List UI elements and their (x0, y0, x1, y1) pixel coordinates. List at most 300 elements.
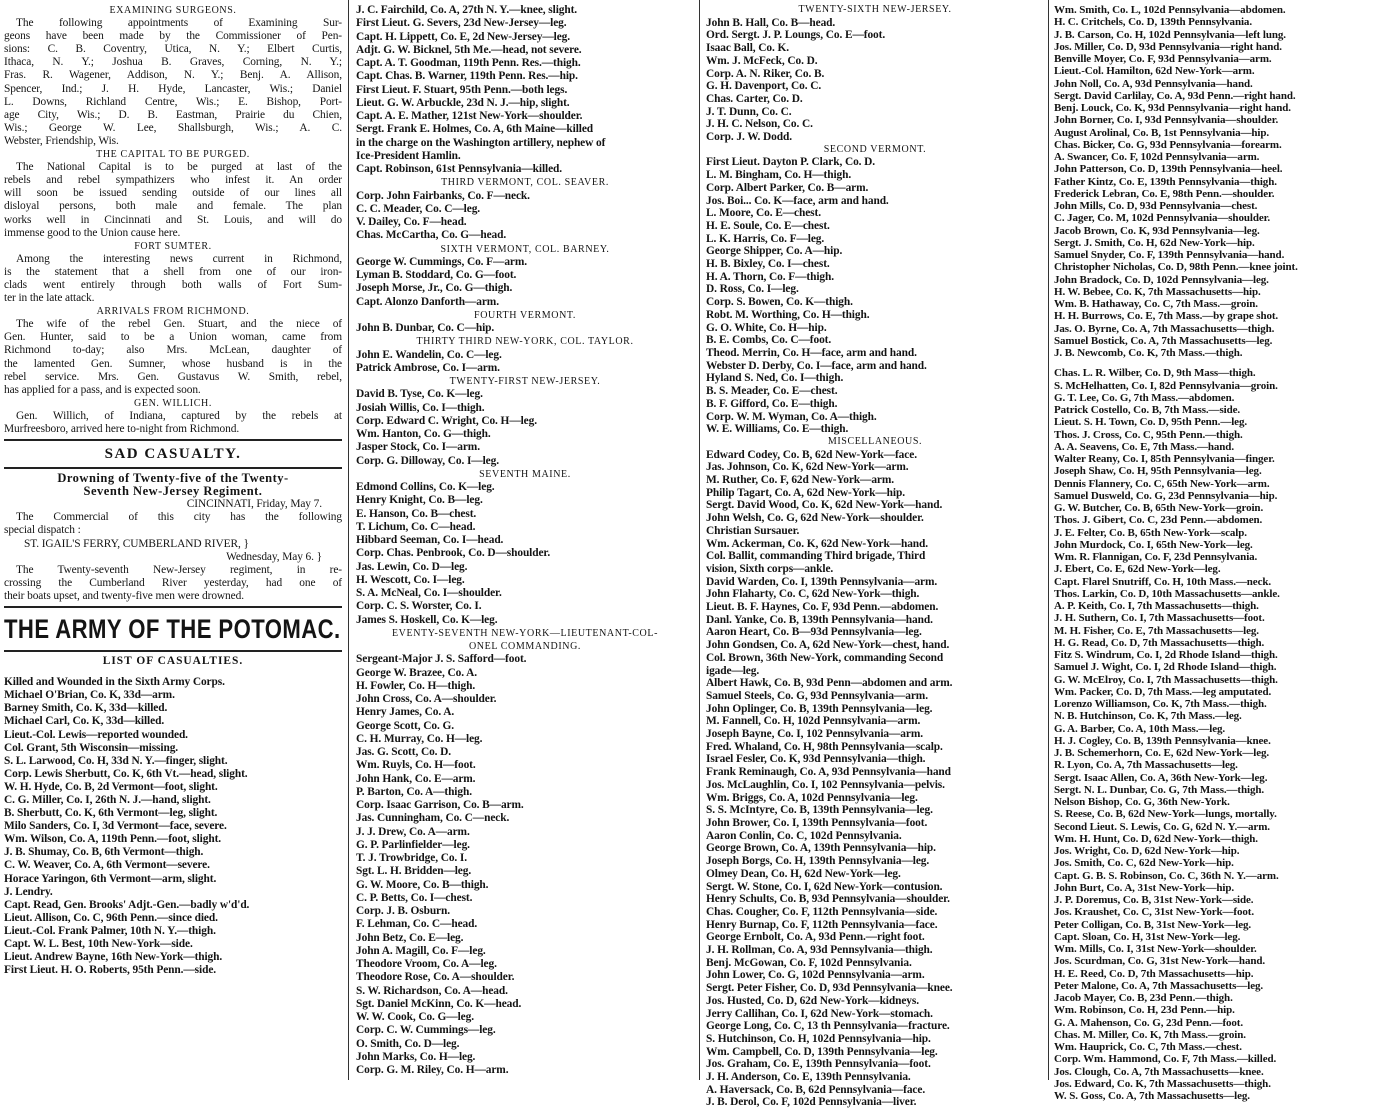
text-line: Ithaca, N. Y.; Joshua B. Graves, Corning, N. Y.; (4, 56, 342, 69)
text-line: L. M. Bingham, Co. H—thigh. (706, 169, 852, 182)
text-line: Jerry Callihan, Co. I, 62d New-York—stomach. (706, 1007, 933, 1020)
text-line: Nelson Bishop, Co. G, 36th New-York. (1054, 796, 1230, 808)
text-line: S. L. Larwood, Co. H, 33d N. Y.—finger, slight. (4, 754, 228, 767)
text-line: B. Sherbutt, Co. K, 6th Vermont—leg, slight. (4, 807, 218, 820)
text-line: Christian Sursauer. (706, 524, 800, 537)
text-line: Sergt. W. Stone, Co. I, 62d New-York—contusion. (706, 880, 943, 893)
text-line: Wm. R. Flannigan, Co. F, 23d Pennsylvania. (1054, 551, 1258, 563)
text-line: Sergt. J. Smith, Co. H, 62d New-York—hip. (1054, 236, 1255, 249)
text-line: James S. Hoskell, Co. K—leg. (356, 613, 498, 626)
text-line: W. S. Goss, Co. A, 7th Massachusetts—leg. (1054, 1090, 1250, 1102)
text-line: Col. Grant, 5th Wisconsin—missing. (4, 741, 179, 754)
text-line: John Hank, Co. E—arm. (356, 772, 476, 785)
text-line: L. Moore, Co. E—chest. (706, 207, 821, 220)
text-line: David Warden, Co. I, 139th Pennsylvania—arm. (706, 575, 938, 588)
text-line: G. W. Moore, Co. B—thigh. (356, 878, 489, 891)
text-line: Among the interesting news current in Richmond, (16, 252, 342, 265)
text-line: S. A. McNeal, Co. I—shoulder. (356, 587, 502, 599)
text-line: H. B. Bixley, Co. I—chest. (706, 258, 830, 271)
text-line: J. B. Carson, Co. H, 102d Pennsylvania—left lung. (1054, 28, 1286, 41)
text-line: Henry Schults, Co. B, 93d Pennsylvania—shoulder. (706, 893, 950, 906)
text-line: G. W. McElroy, Co. I, 7th Massachusetts—thigh. (1054, 673, 1278, 686)
text-line: A. Swancer, Co. F, 102d Pennsylvania—arm. (1054, 151, 1260, 163)
text-line: Chas. M. Miller, Co. K, 7th Mass.—groin. (1054, 1028, 1246, 1041)
text-line: Corp. Wm. Hammond, Co. F, 7th Mass.—killed. (1054, 1053, 1277, 1066)
text-line: Lieut.-Col. Hamilton, 62d New-York—arm. (1054, 65, 1255, 78)
text-line: Samuel J. Wight, Co. I, 2d Rhode Island—thigh. (1054, 661, 1277, 674)
text-line: Theod. Merrin, Co. H—face, arm and hand. (706, 346, 917, 359)
text-line: J. Ebert, Co. E, 62d New-York—leg. (1054, 563, 1221, 576)
text-line: John Borner, Co. I, 93d Pennsylvania—shoulder. (1054, 114, 1279, 127)
text-line: Fras. R. Wagener, Addison, N. Y.; Benj. A. Allison, (4, 69, 342, 82)
text-line: their boats upset, and twenty-five men were drowned. (4, 589, 244, 602)
text-line: A. A. Seavens, Co. E, 7th Mass.—hand. (1054, 440, 1234, 453)
text-line: S. S. McIntyre, Co. B, 139th Pennsylvania—leg. (706, 804, 933, 817)
text-line: vision, Sixth corps—ankle. (706, 562, 834, 575)
text-line: Jos. Scurdman, Co. G, 31st New-York—hand. (1054, 955, 1266, 968)
text-line: Capt. A. E. Mather, 121st New-York—shoulder. (356, 110, 583, 122)
text-line: Patrick Costello, Co. B, 7th Mass.—side. (1054, 404, 1241, 416)
text-line: Michael O'Brian, Co. K, 33d—arm. (4, 689, 175, 702)
text-line: Jos. Smith, Co. C, 62d New-York—hip. (1054, 857, 1234, 870)
text-line: John Mills, Co. D, 93d Pennsylvania—chest. (1054, 200, 1258, 212)
text-line: Corp. Isaac Garrison, Co. B—arm. (356, 799, 524, 811)
text-line: Albert Hawk, Co. B, 93d Penn—abdomen and arm. (706, 677, 953, 690)
text-line: John Murdock, Co. I, 65th New-York—leg. (1054, 538, 1253, 551)
text-line: Jos. Clough, Co. A, 7th Massachusetts—knee. (1054, 1065, 1264, 1078)
text-line: S. McHelhatten, Co. I, 82d Pennsylvania—groin. (1054, 379, 1278, 392)
text-line: T. Lichum, Co. C—head. (356, 520, 476, 533)
text-line: Michael Carl, Co. K, 33d—killed. (4, 715, 165, 728)
section-heading: FOURTH VERMONT. (474, 309, 576, 321)
text-line: R. Lyon, Co. A, 7th Massachusetts—leg. (1054, 759, 1238, 772)
text-line: works well in Cincinnati and St. Louis, and will do (4, 213, 342, 226)
text-line: C. W. Weaver, Co. A, 6th Vermont—severe. (4, 859, 210, 872)
text-line: Fred. Whaland, Co. H, 98th Pennsylvania—scalp. (706, 740, 943, 753)
text-line: Joseph Shaw, Co. H, 95th Pennsylvania—leg. (1054, 465, 1262, 478)
text-line: Jacob Brown, Co. K, 93d Pennsylvania—leg. (1054, 224, 1260, 237)
text-line: H. Wescott, Co. I—leg. (356, 573, 465, 586)
text-line: J. H. Suthern, Co. I, 7th Massachusetts—foot. (1054, 612, 1265, 625)
text-line: Sergt. N. L. Dunbar, Co. G, 7th Mass.—thigh. (1054, 783, 1265, 796)
text-line: Capt. Chas. B. Warner, 119th Penn. Res.—hip. (356, 70, 578, 83)
text-line: J. C. Fairchild, Co. A, 27th N. Y.—knee, slight. (356, 4, 578, 16)
text-line: Jos. Husted, Co. D, 62d New-York—kidneys. (706, 994, 919, 1007)
text-line: H. E. Reed, Co. D, 7th Massachusetts—hip. (1054, 967, 1254, 980)
text-line: Jas. O. Byrne, Co. A, 7th Massachusetts—thigh. (1054, 322, 1275, 335)
text-line: Walter Reany, Co. I, 85th Pennsylvania—finger. (1054, 453, 1275, 465)
text-line: G. T. Lee, Co. G, 7th Mass.—abdomen. (1054, 391, 1235, 404)
text-line: John Brower, Co. I, 139th Pennsylvania—foot. (706, 817, 928, 829)
spacer (4, 668, 342, 676)
article-headline: SAD CASUALTY. (104, 446, 242, 463)
text-line: John Bradock, Co. D, 102d Pennsylvania—leg. (1054, 273, 1269, 286)
text-line: Josiah Willis, Co. I—thigh. (356, 401, 485, 414)
text-line: C. G. Miller, Co. I, 26th N. J.—hand, slight. (4, 793, 211, 806)
text-line: rebel service. Mrs. Gen. Gustavus W. Smith, rebel, (4, 370, 342, 383)
text-line: H. C. Critchels, Co. D, 139th Pennsylvania. (1054, 16, 1252, 29)
text-line: Benville Moyer, Co. F, 93d Pennsylvania—arm. (1054, 53, 1272, 65)
text-line: special dispatch : (4, 524, 81, 537)
text-line: Gen. Hunter, said to be a Union woman, came from (4, 331, 342, 344)
text-line: John B. Hall, Co. B—head. (706, 16, 836, 29)
text-line: Capt. Flarel Snutriff, Co. H, 10th Mass.—neck. (1054, 575, 1272, 588)
text-line: Wm. Packer, Co. D, 7th Mass.—leg amputated. (1054, 685, 1272, 698)
text-line: Ord. Sergt. J. P. Loungs, Co. E—foot. (706, 29, 886, 42)
text-line: H. H. Burrows, Co. E, 7th Mass.—by grape shot. (1054, 310, 1279, 323)
text-line: Capt. Robinson, 61st Pennsylvania—killed. (356, 163, 563, 175)
text-line: Wm. J. McFeck, Co. D. (706, 54, 818, 67)
text-line: J. E. Felter, Co. B, 65th New-York—scalp. (1054, 526, 1247, 539)
text-line: Corp. W. M. Wyman, Co. A—thigh. (706, 410, 877, 423)
text-line: Richmond to-day; also Mrs. McLean, daughter of (4, 344, 342, 357)
text-line: J. Lendry. (4, 885, 53, 898)
page-headline: THE ARMY OF THE POTOMAC. (4, 614, 341, 645)
text-line: J. T. Dunn, Co. C. (706, 105, 792, 118)
dateline: CINCINNATI, Friday, May 7. (186, 498, 322, 511)
text-line: W. W. Cook, Co. G—leg. (356, 1011, 474, 1023)
text-line: N. B. Hutchinson, Co. K, 7th Mass.—leg. (1054, 710, 1242, 723)
text-line: Henry Burnap, Co. F, 112th Pennsylvania—face. (706, 918, 938, 931)
text-line: Danl. Yanke, Co. B, 139th Pennsylvania—hand. (706, 613, 933, 626)
text-line: Patrick Ambrose, Co. I—arm. (356, 361, 500, 374)
text-line: Wis.; George W. Lee, Shallsburgh, Wis.; A. C. (4, 121, 342, 134)
text-line: Thos. J. Gibert, Co. C, 23d Penn.—abdomen. (1054, 514, 1263, 527)
section-heading: THIRD VERMONT, COL. SEAVER. (441, 177, 609, 189)
text-line: Chas. Cougher, Co. F, 112th Pennsylvania—side. (706, 905, 938, 918)
text-line: Sergt. David Carlilay, Co. A, 93d Penn.—right hand. (1054, 89, 1296, 102)
text-line: D. Ross, Co. I—leg. (706, 283, 799, 296)
text-line: John Marks, Co. H—leg. (356, 1050, 476, 1063)
text-line: Chas. McCartha, Co. G—head. (356, 229, 507, 242)
text-line: Jas. Lewin, Co. D—leg. (356, 560, 468, 573)
text-line: in the charge on the Washington artillery, nephew of (356, 136, 606, 149)
list-title: LIST OF CASUALTIES. (102, 655, 244, 668)
text-line: The Twenty-seventh New-Jersey regiment, in re- (16, 563, 342, 576)
text-line: Sergt. Frank E. Holmes, Co. A, 6th Maine—killed (356, 123, 594, 136)
text-line: J. B. Schemerhorn, Co. E, 62d New-York—leg. (1054, 747, 1270, 759)
text-line: C. Jager, Co. M, 102d Pennsylvania—shoulder. (1054, 212, 1271, 225)
text-line: Corp. Albert Parker, Co. B—arm. (706, 181, 869, 194)
text-line: George Scott, Co. G. (356, 719, 454, 732)
text-line: First Lieut. F. Stuart, 95th Penn.—both legs. (356, 83, 568, 96)
text-line: W. H. Hyde, Co. B, 2d Vermont—foot, slight. (4, 780, 218, 793)
text-line: Lyman B. Stoddard, Co. G—foot. (356, 269, 517, 281)
dateline: Wednesday, May 6. } (226, 550, 322, 563)
text-line: Chas. L. R. Wilber, Co. D, 9th Mass—thigh. (1054, 367, 1256, 380)
text-line: L. Downs, Richland Centre, Wis.; E. Bishop, Port- (4, 95, 342, 108)
text-line: Webster, Friendship, Wis. (4, 134, 119, 147)
text-line: Jos. Edward, Co. K, 7th Massachusetts—thigh. (1054, 1077, 1271, 1090)
text-line: immense good to the Union cause here. (4, 226, 181, 239)
text-line: Ice-President Hamlin. (356, 149, 461, 162)
newspaper-column-2 (356, 4, 694, 1078)
text-line: S. Reese, Co. B, 62d New-York—lungs, mortally. (1054, 808, 1277, 821)
text-line: Samuel Dusweld, Co. G, 23d Pennsylvania—hip. (1054, 489, 1278, 502)
section-heading: EVENTY-SEVENTH NEW-YORK—LIEUTENANT-COL- (391, 627, 659, 639)
text-line: Corp. C. S. Worster, Co. I. (356, 600, 482, 613)
text-line: G. O. White, Co. H—hip. (706, 321, 827, 334)
text-line: Lieut. Andrew Bayne, 16th New-York—thigh. (4, 951, 223, 964)
text-line: First Lieut. Dayton P. Clark, Co. D. (706, 156, 876, 169)
text-line: Wm. Hauprick, Co. C, 7th Mass.—chest. (1054, 1041, 1242, 1053)
text-line: Jos. McLaughlin, Co. I, 102 Pennsylvania—pelvis. (706, 778, 945, 791)
section-heading: THE CAPITAL TO BE PURGED. (96, 149, 250, 161)
text-line: Joseph Bayne, Co. I, 102 Pennsylvania—arm. (706, 728, 923, 741)
text-line: J. B. Derol, Co. F, 102d Pennsylvania—liver. (706, 1096, 917, 1109)
text-line: Joseph Morse, Jr., Co. G—thigh. (356, 282, 513, 295)
text-line: disloyal persons, both male and female. The plan (4, 200, 342, 213)
text-line: the lamented Gen. Sumner, whose husband is in the (4, 357, 342, 370)
text-line: George W. Brazee, Co. A. (356, 666, 477, 679)
text-line: John A. Magill, Co. F—leg. (356, 944, 486, 957)
text-line: The following appointments of Examining Sur- (16, 17, 342, 30)
text-line: George Ernbolt, Co. A, 93d Penn.—right foot. (706, 931, 925, 944)
column-divider (348, 0, 349, 1080)
text-line: Corp. J. W. Dodd. (706, 131, 792, 144)
text-line: J. P. Doremus, Co. B, 31st New-York—side. (1054, 894, 1254, 906)
text-line: S. W. Richardson, Co. A—head. (356, 984, 508, 997)
text-line: J. J. Drew, Co. A—arm. (356, 825, 470, 838)
text-line: Samuel Snyder, Co. F, 139th Pennsylvania—hand. (1054, 249, 1285, 261)
text-line: Capt. W. L. Best, 10th New-York—side. (4, 938, 193, 950)
text-line: Jas. G. Scott, Co. D. (356, 746, 452, 758)
text-line: H. E. Soule, Co. E—chest. (706, 219, 830, 232)
text-line: J. B. Shumay, Co. B, 6th Vermont—thigh. (4, 846, 204, 859)
horizontal-rule (4, 650, 342, 652)
text-line: Webster D. Derby, Co. I—face, arm and hand. (706, 359, 927, 372)
spacer (1054, 359, 1398, 367)
text-line: L. K. Harris, Co. F—leg. (706, 232, 825, 245)
text-line: igade—leg. (706, 664, 760, 677)
text-line: Benj. McGowan, Co. F, 102d Pennsylvania. (706, 956, 912, 969)
text-line: ter in the late attack. (4, 292, 95, 305)
section-heading: MISCELLANEOUS. (827, 435, 923, 447)
section-heading: ONEL COMMANDING. (468, 641, 581, 652)
text-line: Lieut. S. H. Town, Co. D, 95th Penn.—leg. (1054, 416, 1248, 429)
text-line: Capt. H. Lippett, Co. E, 2d New-Jersey—leg. (356, 30, 571, 43)
text-line: P. Barton, Co. A—thigh. (356, 785, 472, 798)
text-line: First Lieut. H. O. Roberts, 95th Penn.—side. (4, 964, 217, 977)
text-line: Hibbard Seeman, Co. I—head. (356, 534, 504, 546)
text-line: C. C. Meader, Co. C—leg. (356, 202, 481, 215)
text-line: B. E. Combs, Co. C—foot. (706, 334, 832, 347)
text-line: J. H. C. Nelson, Co. C. (706, 118, 813, 131)
text-line: Edmond Collins, Co. K—leg. (356, 481, 495, 493)
text-line: John Flaharty, Co. C, 62d New-York—thigh. (706, 588, 920, 601)
text-line: Wm. H. Hunt, Co. D, 62d New-York—thigh. (1054, 832, 1258, 845)
section-heading: ARRIVALS FROM RICHMOND. (96, 306, 250, 318)
text-line: Peter Colligan, Co. B, 31st New-York—leg. (1054, 918, 1252, 931)
article-subheadline: Seventh New-Jersey Regiment. (83, 484, 263, 499)
text-line: J. H. Rollman, Co. A, 93d Pennsylvania—thigh. (706, 944, 933, 957)
text-line: Fitz S. Windrum, Co. I, 2d Rhode Island—thigh. (1054, 649, 1278, 661)
text-line: Aaron Conlin, Co. C, 102d Pennsylvania. (706, 829, 902, 842)
text-line: Barney Smith, Co. K, 33d—killed. (4, 702, 168, 715)
text-line: H. G. Read, Co. D, 7th Massachusetts—thigh. (1054, 636, 1265, 649)
text-line: is the statement that a shell from one of our iron- (4, 265, 342, 278)
section-heading: TWENTY-FIRST NEW-JERSEY. (449, 376, 601, 387)
text-line: Corp. G. Dilloway, Co. I—leg. (356, 454, 499, 467)
text-line: Isaac Ball, Co. K. (706, 42, 790, 55)
text-line: Peter Malone, Co. A, 7th Massachusetts—leg. (1054, 979, 1264, 992)
text-line: Samuel Bostick, Co. A, 7th Massachusetts—leg. (1054, 334, 1273, 347)
text-line: O. Smith, Co. D—leg. (356, 1037, 460, 1050)
text-line: Lieut. Allison, Co. C, 96th Penn.—since died. (4, 911, 218, 924)
text-line: H. J. Cogley, Co. B, 139th Pennsylvania—knee. (1054, 734, 1271, 747)
text-line: B. S. Meader, Co. E—chest. (706, 385, 838, 398)
text-line: ST. IGAIL'S FERRY, CUMBERLAND RIVER, } (24, 537, 249, 550)
text-line: Chas. Bicker, Co. G, 93d Pennsylvania—forearm. (1054, 138, 1282, 151)
text-line: F. Lehman, Co. C—head. (356, 918, 478, 931)
newspaper-column-1 (4, 4, 342, 1078)
text-line: Sergeant-Major J. S. Safford—foot. (356, 653, 527, 666)
text-line: Edward Codey, Co. B, 62d New-York—face. (706, 448, 917, 461)
column-divider (699, 0, 700, 1080)
text-line: T. J. Trowbridge, Co. I. (356, 852, 467, 864)
section-heading: FORT SUMTER. (134, 240, 212, 252)
text-line: Horace Yaringon, 6th Vermont—arm, slight. (4, 872, 217, 885)
text-line: The Commercial of this city has the following (16, 511, 342, 524)
text-line: Thos. J. Cross, Co. C, 95th Penn.—thigh. (1054, 428, 1243, 441)
text-line: Benj. Louck, Co. K, 93d Pennsylvania—right hand. (1054, 102, 1291, 114)
text-line: M. Fannell, Co. H, 102d Pennsylvania—arm. (706, 715, 921, 728)
text-line: Sgt. L. H. Bridden—leg. (356, 865, 472, 878)
text-line: G. A. Barber, Co. A, 10th Mass.—leg. (1054, 722, 1226, 735)
text-line: Wm. Robinson, Co. H, 23d Penn.—hip. (1054, 1004, 1235, 1017)
text-line: Robt. M. Worthing, Co. H—thigh. (706, 308, 870, 321)
text-line: Henry Knight, Co. B—leg. (356, 494, 483, 507)
text-line: George Long, Co. C, 13 th Pennsylvania—fracture. (706, 1020, 950, 1033)
text-line: Jos. Graham, Co. E, 139th Pennsylvania—foot. (706, 1058, 931, 1071)
text-line: Second Lieut. S. Lewis, Co. G, 62d N. Y.—arm. (1054, 820, 1270, 833)
section-heading: SEVENTH MAINE. (479, 468, 571, 480)
text-line: Dennis Flannery, Co. C, 65th New-York—arm. (1054, 477, 1270, 490)
text-line: Corp. Edward C. Wright, Co. H—leg. (356, 414, 537, 427)
horizontal-rule (4, 606, 342, 608)
text-line: has applied for a pass, and is expected soon. (4, 383, 201, 396)
text-line: Jacob Mayer, Co. B, 23d Penn.—thigh. (1054, 992, 1233, 1004)
text-line: Col. Ballit, commanding Third brigade, Third (706, 550, 926, 563)
text-line: Wm. Ackerman, Co. K, 62d New-York—hand. (706, 537, 929, 550)
text-line: Samuel Steels, Co. G, 93d Pennsylvania—arm. (706, 689, 928, 702)
text-line: Sergt. Peter Fisher, Co. D, 93d Pennsylvania—knee. (706, 982, 953, 995)
text-line: John Noll, Co. A, 93d Pennsylvania—hand. (1054, 77, 1253, 90)
text-line: August Arolinal, Co. B, 1st Pennsylvania—hip. (1054, 126, 1270, 139)
text-line: George W. Cummings, Co. F—arm. (356, 255, 528, 268)
text-line: Jos. Boi... Co. K—face, arm and hand. (706, 194, 889, 207)
text-line: John Patterson, Co. D, 139th Pennsylvania—heel. (1054, 163, 1283, 176)
text-line: A. P. Keith, Co. I, 7th Massachusetts—thigh. (1054, 600, 1259, 612)
text-line: G. A. Mahenson, Co. G, 23d Penn.—foot. (1054, 1016, 1244, 1029)
text-line: W. E. Williams, Co. E—thigh. (706, 423, 849, 436)
text-line: J. H. Anderson, Co. E, 139th Pennsylvania. (706, 1071, 911, 1084)
text-line: Theodore Vroom, Co. A—leg. (356, 958, 497, 970)
text-line: The National Capital is to be purged at last of the (16, 161, 342, 174)
text-line: V. Dailey, Co. F—head. (356, 216, 467, 228)
text-line: Wm. Hanton, Co. G—thigh. (356, 428, 491, 440)
text-line: Jos. Wright, Co. D, 62d New-York—hip. (1054, 845, 1240, 857)
text-line: John B. Dunbar, Co. C—hip. (356, 322, 495, 334)
text-line: Lieut. G. W. Arbuckle, 23d N. J.—hip, slight. (356, 96, 570, 109)
text-line: H. A. Thorn, Co. F—thigh. (706, 270, 834, 283)
text-line: Wm. Mills, Co. I, 31st New-York—shoulder. (1054, 943, 1257, 955)
text-line: H. Fowler, Co. H—thigh. (356, 679, 476, 692)
text-line: John Welsh, Co. G, 62d New-York—shoulder. (706, 512, 924, 525)
text-line: J. B. Newcomb, Co. K, 7th Mass.—thigh. (1054, 347, 1243, 359)
text-line: Sergt. Isaac Allen, Co. A, 36th New-York—leg. (1054, 771, 1268, 784)
text-line: M. H. Fisher, Co. E, 7th Massachusetts—leg. (1054, 624, 1259, 637)
text-line: H. W. Bebee, Co. K, 7th Massachusetts—hip. (1054, 285, 1261, 298)
text-line: Wm. Ruyls, Co. H—foot. (356, 759, 476, 772)
text-line: John Betz, Co. E—leg. (356, 931, 464, 944)
text-line: Chas. Carter, Co. D. (706, 92, 803, 105)
text-line: John Gondsen, Co. A, 62d New-York—chest, hand. (706, 639, 950, 652)
text-line: Killed and Wounded in the Sixth Army Corps. (4, 676, 225, 689)
text-line: Wm. Wilson, Co. A, 119th Penn.—foot, slight. (4, 833, 222, 846)
text-line: Henry James, Co. A. (356, 706, 455, 719)
text-line: C. H. Murray, Co. H—leg. (356, 732, 483, 745)
text-line: C. P. Betts, Co. I—chest. (356, 891, 473, 904)
text-line: A. Haversack, Co. B, 62d Pennsylvania—face. (706, 1083, 926, 1096)
text-line: age City, Wis.; D. B. Eastman, Prairie du Chien, (4, 108, 342, 121)
text-line: clads went entirely through both walls of Fort Sum- (4, 278, 342, 291)
section-heading: TWENTY-SIXTH NEW-JERSEY. (798, 4, 952, 15)
text-line: rebels and rebel sympathizers who infest it. An order (4, 174, 342, 187)
text-line: Lieut. B. F. Haynes, Co. F, 93d Penn.—abdomen. (706, 601, 939, 614)
text-line: Wm. B. Hathaway, Co. C, 7th Mass.—groin. (1054, 298, 1258, 310)
text-line: sions: C. B. Coventry, Utica, N. Y.; Elbert Curtis, (4, 43, 342, 56)
text-line: Aaron Heart, Co. B—93d Pennsylvania—leg. (706, 626, 922, 639)
horizontal-rule (4, 439, 342, 441)
text-line: Spencer, Ind.; J. H. Hyde, Lancaster, Wis.; Daniel (4, 82, 342, 95)
text-line: Jas. Johnson, Co. K, 62d New-York—arm. (706, 461, 909, 474)
text-line: George Brown, Co. A, 139th Pennsylvania—hip. (706, 842, 936, 855)
text-line: George Shipper, Co. A—hip. (706, 245, 843, 258)
text-line: Corp. John Fairbanks, Co. F—neck. (356, 189, 530, 202)
text-line: Lieut.-Col. Frank Palmer, 10th N. Y.—thigh. (4, 924, 216, 937)
text-line: Capt. Alonzo Danforth—arm. (356, 295, 499, 308)
text-line: Lieut.-Col. Lewis—reported wounded. (4, 728, 188, 741)
text-line: Hyland S. Ned, Co. I—thigh. (706, 372, 844, 385)
text-line: Lorenzo Williamson, Co. K, 7th Mass.—thigh. (1054, 698, 1267, 710)
section-heading: SIXTH VERMONT, COL. BARNEY. (440, 243, 610, 255)
text-line: Frederick Lebran, Co. E, 98th Penn.—shoulder. (1054, 187, 1275, 200)
text-line: The wife of the rebel Gen. Stuart, and the niece of (16, 318, 342, 331)
text-line: Father Kintz, Co. E, 139th Pennsylvania—thigh. (1054, 175, 1277, 188)
text-line: G. W. Butcher, Co. B, 65th New-York—groin. (1054, 502, 1264, 514)
text-line: Wm. Campbell, Co. D, 139th Pennsylvania—leg. (706, 1045, 938, 1058)
text-line: crossing the Cumberland River yesterday, had one of (4, 576, 342, 589)
text-line: Milo Sanders, Co. I, 3d Vermont—face, severe. (4, 820, 227, 833)
text-line: Philip Tagart, Co. A, 62d New-York—hip. (706, 486, 905, 499)
section-heading: GEN. WILLICH. (134, 397, 212, 409)
text-line: Gen. Willich, of Indiana, captured by the rebels at (16, 409, 342, 422)
text-line: S. Hutchinson, Co. H, 102d Pennsylvania—hip. (706, 1032, 931, 1045)
text-line: John E. Wandelin, Co. C—leg. (356, 348, 502, 361)
text-line: Jos. Miller, Co. D, 93d Pennsylvania—right hand. (1054, 40, 1282, 53)
text-line: Olmey Dean, Co. H, 62d New-York—leg. (706, 867, 901, 880)
text-line: B. F. Gifford, Co. E—thigh. (706, 397, 838, 410)
text-line: John Burt, Co. A, 31st New-York—hip. (1054, 881, 1235, 894)
text-line: Corp. Chas. Penbrook, Co. D—shoulder. (356, 547, 551, 560)
text-line: Corp. J. B. Osburn. (356, 905, 450, 917)
text-line: Wm. Smith, Co. L, 102d Pennsylvania—abdomen. (1054, 4, 1286, 16)
text-line: G. P. Parlinfielder—leg. (356, 838, 470, 851)
text-line: Christopher Nicholas, Co. D, 98th Penn.—knee joint. (1054, 261, 1298, 274)
text-line: Thos. Larkin, Co. D, 10th Massachusetts—ankle. (1054, 587, 1280, 600)
text-line: Jasper Stock, Co. I—arm. (356, 441, 480, 454)
